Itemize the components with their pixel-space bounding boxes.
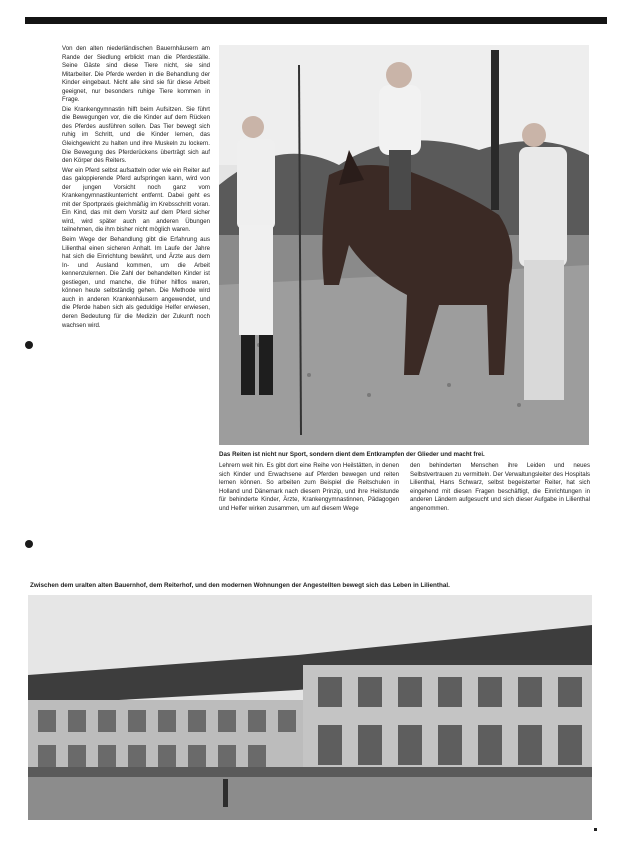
paragraph: den behinderten Menschen ihre Leiden und neues Selbstvertrauen zu vermitteln. Der Verwaltungsleiter des Hospitals Lilienthal, Hans Schwarz, selbst begeisterter Reiter, hat sich eingehend mit diesen Fragen beschäftigt, die Einrichtungen in anderen Ländern aufgesucht und sich dieser Aufgabe in Lilienthal angenommen.: [410, 462, 590, 512]
right-column: [410, 462, 590, 580]
middle-column: [219, 462, 399, 580]
photo-housing-blocks: [28, 595, 592, 820]
page-marker: [594, 828, 597, 831]
left-column: [62, 45, 210, 575]
paragraph: Von den alten niederländischen Bauernhäusern am Rande der Siedlung erblickt man die Pferdeställe. Seine Gäste sind diese Tiere nicht, sie sind Mitarbeiter. Die Pferde werden in die Behandlung der Kinder eingebaut. Nicht alle sind sie für diese Arbeit geeignet, nur besonders ruhige Tiere kommen in Frage.: [62, 45, 210, 104]
binder-hole-top: [25, 341, 33, 349]
binder-hole-bottom: [25, 540, 33, 548]
paragraph: Wer ein Pferd selbst aufsatteln oder wie ein Reiter auf das galoppierende Pferd aufspringen kann, wird von der jungen Vorsicht noch ganz vom Krankengymnastikunterricht entfernt. Dabei geht es mit der Sportpraxis gleichmäßig im Krebsschritt voran. Ein Kind, das mit dem Vorsitz auf dem Pferd sicher wird, wird später auch an anderen Übungen teilnehmen, die ihm bisher nicht möglich waren.: [62, 166, 210, 234]
paragraph: Lehrern weit hin. Es gibt dort eine Reihe von Heilstätten, in denen sich Kinder und Erwachsene auf Pferden bewegen und reiten lernen können. So arbeiten zum Beispiel die Reitschulen in Holland und Dänemark nach diesem Prinzip, und ihre Heilstunde für behinderte Kinder, Ärzte, Krankengymnastinnen, Pädagogen und Helfer wirken zusammen, um auf diesem Wege: [219, 462, 399, 512]
paragraph: Beim Wege der Behandlung gibt die Erfahrung aus Lilienthal einen sicheren Anhalt. Im Laufe der Jahre hat sich die Einrichtung bewährt, und Ärzte aus dem In- und Ausland kommen, um die Arbeit kennenzulernen. Die Zahl der behandelten Kinder ist gestiegen, und manche, die früher hilflos waren, können heute selbständig gehen. Die Methode wird auch in anderen Krankenhäusern angewendet, und die Pferde haben sich als geduldige Helfer erwiesen, deren Bedeutung für die Medizin der Zukunft noch wachsen wird.: [62, 236, 210, 329]
photo-horse-therapy: [219, 45, 589, 445]
photo-caption: Das Reiten ist nicht nur Sport, sondern dient dem Entkrampfen der Glieder und macht frei.: [219, 451, 485, 458]
header-rule: [25, 17, 607, 24]
paragraph: Die Krankengymnastin hilft beim Aufsitzen. Sie führt die Bewegungen vor, die die Kinder auf dem Rücken des Pferdes ausführen sollen. Das Tier bewegt sich ruhig im Schritt, und die Kinder lernen, das Gleichgewicht zu halten und ihre Muskeln zu lockern. Die Bewegung des Pferderückens überträgt sich auf den Körper des Reiters.: [62, 105, 210, 165]
photo-caption-bottom: Zwischen dem uralten alten Bauernhof, dem Reiterhof, und den modernen Wohnungen der Angestellten bewegt sich das Leben in Lilienthal.: [30, 582, 450, 589]
